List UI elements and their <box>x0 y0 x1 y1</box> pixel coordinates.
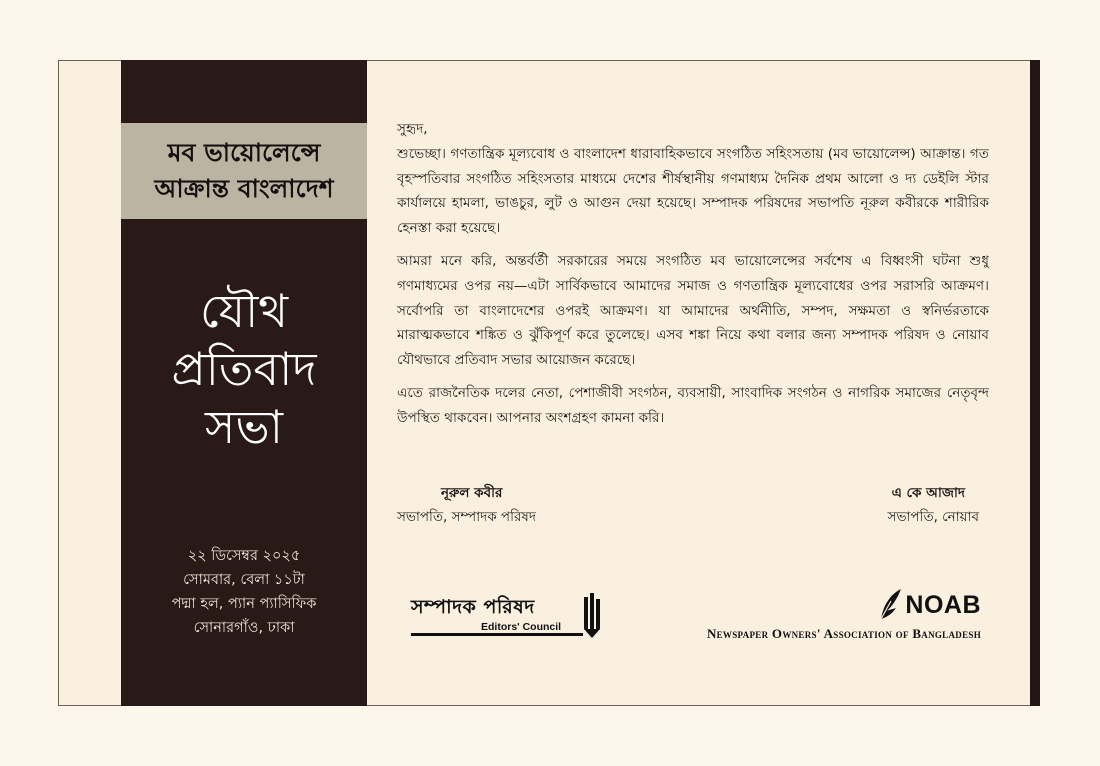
banner-line-1: মব ভায়োলেন্সে <box>167 138 321 167</box>
signatory-name-left: নূরুল কবীর <box>441 485 503 501</box>
signatory-title-left: সভাপতি, সম্পাদক পরিষদ <box>397 509 536 525</box>
event-time: সোমবার, বেলা ১১টা <box>183 572 305 588</box>
headline-banner <box>121 123 367 219</box>
editors-council-underline <box>411 633 583 636</box>
noab-logo <box>611 587 981 647</box>
signatory-title-right: সভাপতি, নোয়াব <box>887 509 979 525</box>
noab-acronym: NOAB <box>905 591 981 619</box>
notice-frame <box>58 60 1040 706</box>
left-panel <box>121 60 367 706</box>
title-line-2: প্রতিবাদ <box>171 342 317 396</box>
pen-nib-icon <box>583 591 601 639</box>
signature-right <box>888 481 979 529</box>
signatory-name-right: এ কে আজাদ <box>891 485 965 501</box>
title-line-1: যৌথ <box>199 284 289 338</box>
event-date: ২২ ডিসেম্বর ২০২৫ <box>187 548 301 564</box>
editors-council-name-en: Editors' Council <box>481 621 562 633</box>
event-venue: পদ্মা হল, প্যান প্যাসিফিক <box>171 596 317 612</box>
event-details <box>121 544 367 640</box>
letter-paragraph-1: শুভেচ্ছা। গণতান্ত্রিক মূল্যবোধ ও বাংলাদেশ ধারাবাহিকভাবে সংগঠিত সহিংসতায় (মব ভায়োলেন্স) আক্রান্ত। গত বৃহস্পতিবার সংগঠিত সহিংসতার মাধ্যমে দেশের শীর্ষস্থানীয় গণমাধ্যম দৈনিক প্রথম আলো ও দ্য ডেইলি স্টার কার্যালয়ে হামলা, ভাঙচুর, লুট ও আগুন দেয়া হয়েছে। সম্পাদক পরিষদের সভাপতি নূরুল কবীরকে শারীরিক হেনস্তা করা হয়েছে। <box>397 145 989 237</box>
banner-line-2: আক্রান্ত বাংলাদেশ <box>154 174 334 203</box>
letter-body <box>397 117 989 439</box>
editors-council-name-bn: সম্পাদক পরিষদ <box>411 596 535 618</box>
event-location: সোনারগাঁও, ঢাকা <box>193 620 295 636</box>
event-title <box>121 282 367 456</box>
signature-left <box>397 481 536 529</box>
right-edge-bar <box>1030 60 1040 706</box>
feather-quill-icon <box>877 587 903 621</box>
letter-greeting: সুহৃদ, <box>397 121 428 137</box>
letter-paragraph-3: এতে রাজনৈতিক দলের নেতা, পেশাজীবী সংগঠন, ব্যবসায়ী, সাংবাদিক সংগঠন ও নাগরিক সমাজের নেতৃবৃন্দ উপস্থিত থাকবেন। আপনার অংশগ্রহণ কামনা করি। <box>397 384 989 426</box>
title-line-3: সভা <box>204 400 283 454</box>
letter-paragraph-2: আমরা মনে করি, অন্তর্বর্তী সরকারের সময়ে সংগঠিত মব ভায়োলেন্সের সর্বশেষ এ বিধ্বংসী ঘটনা শুধু গণমাধ্যমের ওপর নয়—এটা সার্বিকভাবে আমাদের সমাজ ও গণতান্ত্রিক মূল্যবোধের ওপর সরাসরি আক্রমণ। সর্বোপরি তা বাংলাদেশের ওপরই আক্রমণ। যা আমাদের অর্থনীতি, সম্পদ, সক্ষমতা ও স্বনির্ভরতাকে মারাত্মকভাবে শঙ্কিত ও ঝুঁকিপূর্ণ করে তুলেছে। এসব শঙ্কা নিয়ে কথা বলার জন্য সম্পাদক পরিষদ ও নোয়াব যৌথভাবে প্রতিবাদ সভার আয়োজন করেছে। <box>397 252 989 369</box>
editors-council-logo <box>411 591 601 641</box>
noab-full-name: Newspaper Owners' Association of Bangladesh <box>706 626 981 641</box>
